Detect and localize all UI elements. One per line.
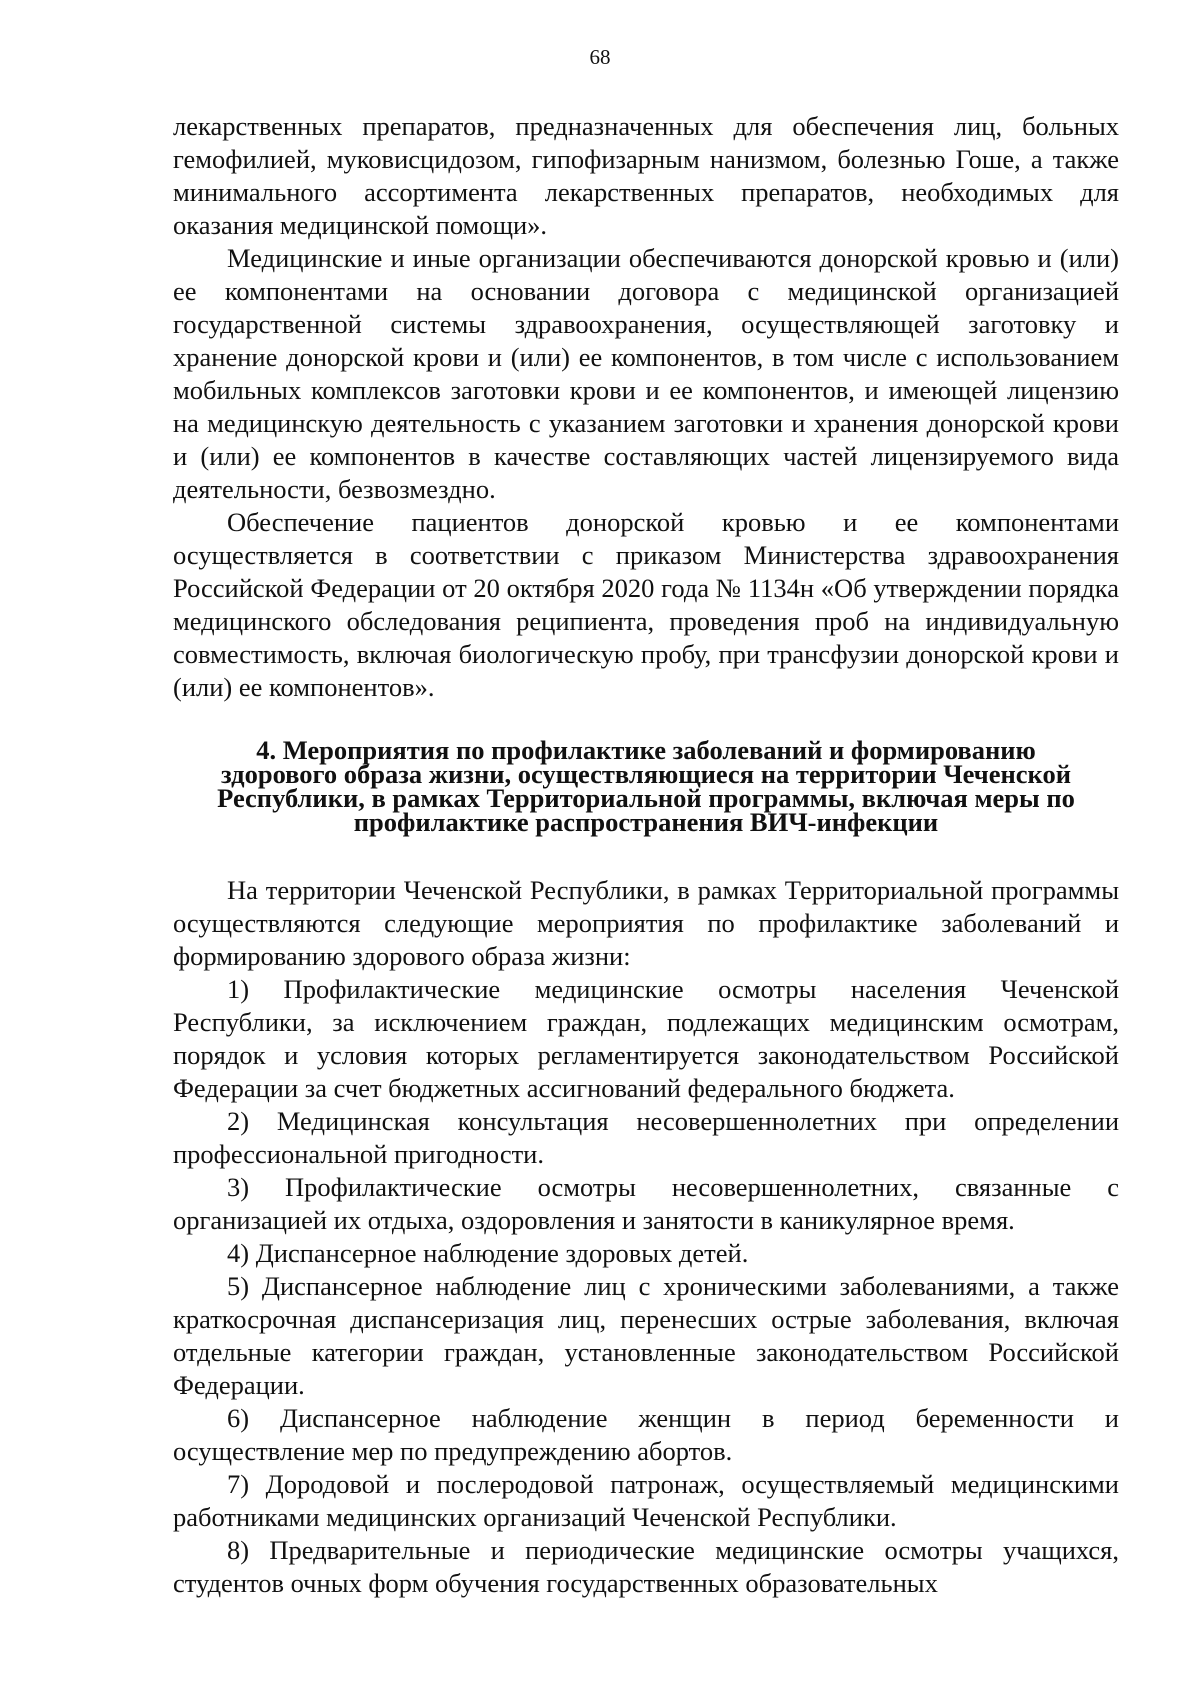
list-item: 4) Диспансерное наблюдение здоровых детей. bbox=[227, 1238, 749, 1268]
document-body bbox=[173, 110, 1119, 1600]
list-item: 3) Профилактические осмотры несовершеннолетних, связанные с организацией их отдыха, оздоровления и занятости в каникулярное время. bbox=[173, 1172, 1119, 1235]
page-number: 68 bbox=[589, 45, 611, 69]
section-intro-paragraph: На территории Чеченской Республики, в рамках Территориальной программы осуществляются следующие мероприятия по профилактике заболеваний и формированию здорового образа жизни: bbox=[173, 875, 1119, 971]
section-heading-line: здорового образа жизни, осуществляющиеся на территории Чеченской bbox=[221, 759, 1071, 789]
paragraph-continuation: лекарственных препаратов, предназначенных для обеспечения лиц, больных гемофилией, муковисцидозом, гипофизарным нанизмом, болезнью Гоше, а также минимального ассортимента лекарственных препаратов, необходимых для оказания медицинской помощи». bbox=[173, 111, 1119, 240]
list-item: 1) Профилактические медицинские осмотры населения Чеченской Республики, за исключением граждан, подлежащих медицинским осмотрам, порядок и условия которых регламентируется законодательством Российской Федерации за счет бюджетных ассигнований федерального бюджета. bbox=[173, 974, 1119, 1103]
section-heading-line: Республики, в рамках Территориальной программы, включая меры по bbox=[217, 783, 1075, 813]
list-item: 5) Диспансерное наблюдение лиц с хроническими заболеваниями, а также краткосрочная диспансеризация лиц, перенесших острые заболевания, включая отдельные категории граждан, установленные законодательством Российской Федерации. bbox=[173, 1271, 1119, 1400]
section-heading-line: профилактике распространения ВИЧ-инфекции bbox=[353, 807, 939, 837]
paragraph-donor-blood-supply: Медицинские и иные организации обеспечиваются донорской кровью и (или) ее компонентами на основании договора с медицинской организацией государственной системы здравоохранения, осуществляющей заготовку и хранение донорской крови и (или) ее компонентов, в том числе с использованием мобильных комплексов заготовки крови и ее компонентов, и имеющей лицензию на медицинскую деятельность с указанием заготовки и хранения донорской крови и (или) ее компонентов в качестве составляющих частей лицензируемого вида деятельности, безвозмездно. bbox=[173, 243, 1119, 504]
list-item: 8) Предварительные и периодические медицинские осмотры учащихся, студентов очных форм обучения государственных образовательных bbox=[173, 1535, 1119, 1598]
list-item: 2) Медицинская консультация несовершеннолетних при определении профессиональной пригодности. bbox=[173, 1106, 1119, 1169]
paragraph-donor-blood-provision: Обеспечение пациентов донорской кровью и ее компонентами осуществляется в соответствии с приказом Министерства здравоохранения Российской Федерации от 20 октября 2020 года № 1134н «Об утверждении порядка медицинского обследования реципиента, проведения проб на индивидуальную совместимость, включая биологическую пробу, при трансфузии донорской крови и (или) ее компонентов». bbox=[173, 507, 1119, 702]
section-heading bbox=[173, 735, 1119, 837]
section-heading-line: 4. Мероприятия по профилактике заболеваний и формированию bbox=[256, 735, 1036, 765]
list-item: 7) Дородовой и послеродовой патронаж, осуществляемый медицинскими работниками медицинских организаций Чеченской Республики. bbox=[173, 1469, 1119, 1532]
list-item: 6) Диспансерное наблюдение женщин в период беременности и осуществление мер по предупреждению абортов. bbox=[173, 1403, 1119, 1466]
